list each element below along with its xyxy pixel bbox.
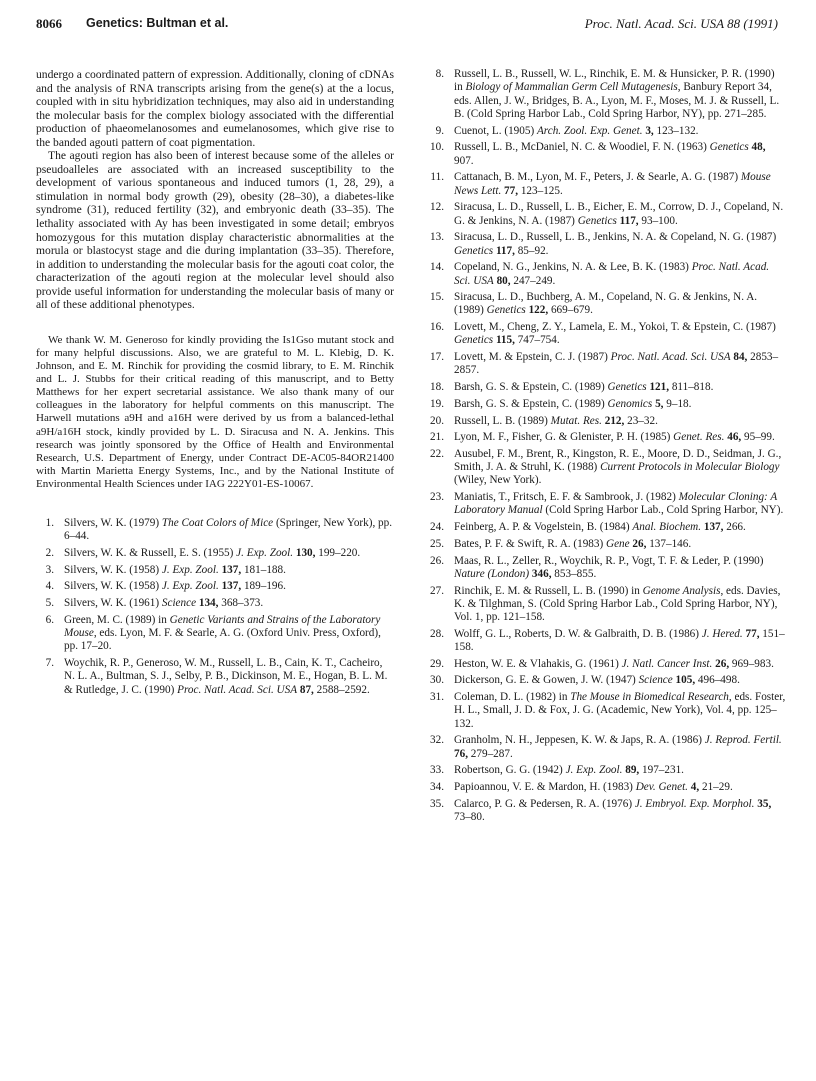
page-header	[36, 16, 778, 32]
reference-item	[426, 201, 786, 228]
reference-n: 9.	[435, 124, 444, 137]
reference-n: 18.	[430, 381, 444, 394]
reference-j: Proc. Natl. Acad. Sci. USA	[177, 683, 298, 696]
reference-a: Wolff, G. L., Roberts, D. W. & Galbraith, D. B. (1986)	[454, 627, 702, 640]
reference-j: The Mouse in Biomedical Research	[570, 691, 729, 704]
reference-v: 77,	[742, 627, 760, 640]
reference-j: Molecular Cloning: A Laboratory Manual	[454, 491, 778, 517]
reference-j: J. Embryol. Exp. Morphol.	[634, 797, 755, 810]
reference-r: , eds. Lyon, M. F. & Searle, A. G. (Oxford Univ. Press, Oxford), pp. 17–20.	[64, 627, 381, 653]
reference-item	[426, 555, 786, 582]
reference-a: Coleman, D. L. (1982) in	[454, 691, 571, 704]
reference-n: 7.	[45, 656, 54, 669]
reference-v: 137,	[218, 580, 242, 593]
reference-v: 5,	[652, 397, 664, 410]
reference-item	[426, 734, 786, 761]
reference-a: Green, M. C. (1989) in	[64, 613, 170, 626]
reference-item	[426, 261, 786, 288]
reference-a: Silvers, W. K. (1958)	[64, 580, 162, 593]
reference-a: Lovett, M. & Epstein, C. J. (1987)	[454, 351, 611, 364]
reference-a: Dickerson, G. E. & Gowen, J. W. (1947)	[454, 674, 639, 687]
reference-j: Genetic Variants and Strains of the Laboratory Mouse	[64, 613, 381, 639]
reference-n: 29.	[430, 657, 444, 670]
reference-n: 2.	[45, 546, 54, 559]
reference-j: The Coat Colors of Mice	[161, 516, 274, 529]
reference-a: Cuenot, L. (1905)	[454, 124, 537, 137]
reference-j: Genetics	[577, 214, 617, 227]
reference-n: 34.	[430, 781, 444, 794]
reference-a: Siracusa, L. D., Russell, L. B., Eicher, E. M., Corrow, D. J., Copeland, N. G. & Jenkins, N. A. (1987)	[454, 201, 784, 227]
body-paragraph-1: undergo a coordinated pattern of expression. Additionally, cloning of cDNAs and the analysis of RNA transcripts arising from the gene(s) at the a locus, coupled with in situ hybridization techniques, may also aid in understanding the molecular basis for the complex biology associated with the differential production of phaeomelanosomes and eumelanosomes, which give rise to the banded agouti pattern of coat pigmentation.	[36, 68, 394, 149]
reference-n: 16.	[430, 321, 444, 334]
reference-a: Papioannou, V. E. & Mardon, H. (1983)	[454, 781, 636, 794]
reference-n: 3.	[45, 563, 54, 576]
reference-a: Calarco, P. G. & Pedersen, R. A. (1976)	[454, 797, 635, 810]
journal-citation: Proc. Natl. Acad. Sci. USA 88 (1991)	[584, 16, 778, 31]
reference-v: 115,	[493, 334, 515, 347]
reference-item	[426, 628, 786, 655]
acknowledgments: We thank W. M. Generoso for kindly providing the Is1Gso mutant stock and for many helpful discussions. Also, we are grateful to M. L. Klebig, D. K. Johnson, and E. M. Rinchik for providing the cosmid library, to E. M. Rinchik and L. J. Stubbs for their critical reading of this manuscript, and to Betty Matthews for her expert secretarial assistance. We also thank many of our colleagues in the laboratory for helpful comments on this manuscript. The Harwell mutations a9H and a16H were derived by us from a balanced-lethal a9H/a16H stock, kindly provided by L. D. Siracusa and N. A. Jenkins. This research was jointly sponsored by the Office of Health and Environmental Research, U.S. Department of Energy, under Contract DE-AC05-84OR21400 with Martin Marietta Energy Systems, Inc., and by the National Institute of Environmental Health Sciences under IAG 222Y01-ES-10067.	[36, 333, 394, 490]
reference-j: Dev. Genet.	[635, 781, 688, 794]
right-column	[426, 68, 786, 828]
reference-r: 93–100.	[638, 214, 678, 227]
reference-r: 85–92.	[514, 244, 549, 257]
reference-a: Rinchik, E. M. & Russell, L. B. (1990) in	[454, 584, 643, 597]
reference-r: 496–498.	[695, 674, 740, 687]
left-column	[36, 68, 394, 700]
reference-r: 368–373.	[218, 597, 264, 610]
reference-r: 21–29.	[699, 781, 733, 794]
reference-j: Genetics	[454, 244, 494, 257]
reference-a: Granholm, N. H., Jeppesen, K. W. & Japs, R. A. (1986)	[454, 734, 705, 747]
reference-n: 33.	[430, 764, 444, 777]
reference-a: Russell, L. B., Russell, W. L., Rinchik, E. M. & Hunsicker, P. R. (1990) in	[454, 68, 775, 94]
reference-j: J. Exp. Zool.	[565, 764, 623, 777]
reference-r: 189–196.	[241, 580, 286, 593]
reference-item	[426, 231, 786, 258]
reference-r: 2853–2857.	[454, 351, 779, 377]
reference-a: Siracusa, L. D., Russell, L. B., Jenkins, N. A. & Copeland, N. G. (1987)	[454, 231, 777, 244]
reference-a: Maniatis, T., Fritsch, E. F. & Sambrook, J. (1982)	[454, 491, 679, 504]
reference-n: 14.	[430, 261, 444, 274]
reference-n: 26.	[430, 554, 444, 567]
reference-v: 48,	[748, 141, 766, 154]
reference-v: 137,	[218, 563, 242, 576]
reference-r: 73–80.	[454, 811, 485, 824]
reference-j: Science	[161, 597, 197, 610]
reference-list-left	[36, 517, 394, 697]
reference-item	[426, 68, 786, 121]
reference-j: J. Reprod. Fertil.	[704, 734, 782, 747]
reference-j: Genet. Res.	[673, 431, 725, 444]
reference-n: 35.	[430, 797, 444, 810]
reference-r: 197–231.	[639, 764, 684, 777]
reference-r: 123–125.	[518, 184, 563, 197]
reference-r: 669–679.	[548, 304, 593, 317]
reference-j: J. Natl. Cancer Inst.	[621, 657, 713, 670]
reference-n: 13.	[430, 231, 444, 244]
reference-item	[426, 291, 786, 318]
reference-a: Woychik, R. P., Generoso, W. M., Russell, L. B., Cain, K. T., Cacheiro, N. L. A., Bultman, S. J., Selby, P. B., Dickinson, M. E., Hogan, B. L. M. & Rutledge, J. C. (1990)	[64, 656, 388, 696]
reference-a: Siracusa, L. D., Buchberg, A. M., Copeland, N. G. & Jenkins, N. A. (1989)	[454, 291, 758, 317]
reference-j: Genetics	[454, 334, 494, 347]
reference-item	[426, 585, 786, 625]
reference-item	[426, 798, 786, 825]
reference-a: Ausubel, F. M., Brent, R., Kingston, R. E., Moore, D. D., Seidman, J. G., Smith, J. A. & Struhl, K. (1988)	[454, 447, 782, 474]
reference-r: 95–99.	[741, 431, 775, 444]
reference-item	[36, 614, 394, 654]
reference-a: Feinberg, A. P. & Vogelstein, B. (1984)	[454, 521, 633, 534]
reference-j: Genetics	[607, 381, 647, 394]
reference-v: 117,	[616, 214, 639, 227]
reference-j: Current Protocols in Molecular Biology	[600, 461, 780, 474]
reference-item	[426, 125, 786, 138]
reference-a: Silvers, W. K. (1979)	[64, 516, 162, 529]
reference-v: 35,	[754, 797, 772, 810]
reference-r: 2588–2592.	[313, 683, 370, 696]
reference-a: Robertson, G. G. (1942)	[454, 764, 566, 777]
reference-item	[426, 764, 786, 777]
reference-v: 46,	[724, 431, 742, 444]
reference-a: Cattanach, B. M., Lyon, M. F., Peters, J. & Searle, A. G. (1987)	[454, 171, 741, 184]
reference-j: Genomics	[607, 397, 653, 410]
reference-j: Anal. Biochem.	[632, 521, 702, 534]
reference-a: Barsh, G. S. & Epstein, C. (1989)	[454, 397, 608, 410]
reference-list-right	[426, 68, 786, 824]
reference-v: 121,	[646, 381, 670, 394]
reference-j: Nature (London)	[454, 567, 530, 580]
reference-item	[426, 415, 786, 428]
reference-a: Lovett, M., Cheng, Z. Y., Lamela, E. M., Yokoi, T. & Epstein, C. (1987)	[454, 321, 776, 334]
reference-v: 130,	[293, 546, 316, 559]
reference-a: Barsh, G. S. & Epstein, C. (1989)	[454, 381, 608, 394]
reference-r: (Cold Spring Harbor Lab., Cold Spring Harbor, NY).	[542, 504, 784, 517]
reference-j: Biology of Mammalian Germ Cell Mutagenesis	[465, 81, 678, 94]
reference-a: Copeland, N. G., Jenkins, N. A. & Lee, B. K. (1983)	[454, 261, 692, 274]
reference-item	[426, 398, 786, 411]
reference-a: Maas, R. L., Zeller, R., Woychik, R. P., Vogt, T. F. & Leder, P. (1990)	[454, 554, 764, 567]
reference-item	[426, 351, 786, 378]
reference-item	[426, 448, 786, 488]
reference-v: 76,	[454, 747, 468, 760]
reference-n: 24.	[430, 521, 444, 534]
reference-n: 20.	[430, 414, 444, 427]
reference-r: 266.	[723, 521, 746, 534]
reference-item	[36, 564, 394, 577]
reference-r: 9–18.	[663, 397, 692, 410]
reference-r: (Wiley, New York).	[454, 474, 542, 487]
reference-item	[426, 781, 786, 794]
reference-item	[426, 491, 786, 518]
reference-item	[36, 547, 394, 560]
reference-j: Mutat. Res.	[550, 414, 602, 427]
reference-v: 117,	[493, 244, 515, 257]
reference-v: 346,	[529, 567, 552, 580]
reference-r: 199–220.	[315, 546, 361, 559]
reference-item	[426, 321, 786, 348]
reference-n: 27.	[430, 584, 444, 597]
reference-v: 4,	[687, 781, 700, 794]
reference-item	[426, 141, 786, 168]
reference-r: , eds. Davies, K. & Tilghman, S. (Cold Spring Harbor Lab., Cold Spring Harbor, NY), Vol. 1, pp. 121–158.	[454, 584, 781, 624]
reference-r: 747–754.	[514, 334, 560, 347]
reference-r: 811–818.	[669, 381, 714, 394]
reference-item	[36, 597, 394, 610]
reference-r: 907.	[454, 154, 474, 167]
reference-v: 77,	[501, 184, 519, 197]
reference-item	[426, 538, 786, 551]
reference-r: 969–983.	[729, 657, 774, 670]
reference-j: Arch. Zool. Exp. Genet.	[536, 124, 643, 137]
reference-j: J. Exp. Zool.	[236, 546, 294, 559]
reference-n: 32.	[430, 734, 444, 747]
reference-item	[426, 691, 786, 731]
reference-a: Heston, W. E. & Vlahakis, G. (1961)	[454, 657, 622, 670]
reference-j: J. Exp. Zool.	[161, 563, 219, 576]
reference-r: 181–188.	[241, 563, 286, 576]
reference-n: 25.	[430, 537, 444, 550]
reference-a: Silvers, W. K. (1958)	[64, 563, 162, 576]
reference-v: 134,	[196, 597, 219, 610]
reference-n: 6.	[45, 613, 54, 626]
reference-j: Proc. Natl. Acad. Sci. USA	[610, 351, 731, 364]
reference-n: 21.	[430, 431, 444, 444]
reference-v: 89,	[622, 764, 640, 777]
reference-n: 12.	[430, 201, 444, 214]
reference-j: Mouse News Lett.	[454, 171, 771, 197]
reference-v: 122,	[525, 304, 549, 317]
reference-j: Genome Analysis	[642, 584, 721, 597]
reference-item	[426, 658, 786, 671]
reference-a: Silvers, W. K. (1961)	[64, 597, 162, 610]
reference-n: 31.	[430, 691, 444, 704]
reference-j: J. Exp. Zool.	[161, 580, 219, 593]
reference-n: 23.	[430, 491, 444, 504]
body-paragraph-2: The agouti region has also been of interest because some of the alleles or pseudoalleles are associated with an increased susceptibility to the development of various spontaneous and induced tumors (1, 28, 29), a stimulation in normal body growth (29), obesity (28–30), a diabetes-like syndrome (31), reduced fertility (32), and embryonic death (33–35). The lethality associated with Ay has been investigated in some detail; embryos homozygous for this mutation display characteristic abnormalities at the morula or blastocyst stage and die during implantation (33–35). Therefore, in addition to understanding the molecular basis for the agouti coat color, the characterization of the agouti region at the molecular level should also provide useful information for understanding the molecular basis of many or all of these additional phenotypes.	[36, 149, 394, 312]
reference-r: 279–287.	[467, 747, 513, 760]
reference-n: 10.	[430, 141, 444, 154]
page-number: 8066	[36, 16, 62, 31]
reference-j: Genetics	[486, 304, 526, 317]
reference-n: 8.	[435, 68, 444, 80]
reference-v: 26,	[629, 537, 647, 550]
reference-n: 19.	[430, 397, 444, 410]
reference-item	[426, 171, 786, 198]
reference-n: 15.	[430, 291, 444, 304]
reference-v: 137,	[701, 521, 724, 534]
reference-r: (Springer, New York), pp. 6–44.	[64, 516, 393, 543]
reference-item	[426, 521, 786, 534]
reference-r: 123–132.	[653, 124, 699, 137]
reference-a: Russell, L. B. (1989)	[454, 414, 551, 427]
reference-v: 212,	[601, 414, 625, 427]
reference-item	[36, 580, 394, 593]
reference-r: 137–146.	[646, 537, 692, 550]
reference-v: 3,	[642, 124, 654, 137]
reference-n: 1.	[45, 516, 54, 529]
reference-a: Silvers, W. K. & Russell, E. S. (1955)	[64, 546, 237, 559]
reference-j: Science	[638, 674, 673, 687]
reference-a: Bates, P. F. & Swift, R. A. (1983)	[454, 537, 607, 550]
reference-r: 853–855.	[551, 567, 597, 580]
reference-n: 5.	[45, 597, 54, 610]
reference-a: Russell, L. B., McDaniel, N. C. & Woodiel, F. N. (1963)	[454, 141, 710, 154]
reference-item	[426, 431, 786, 444]
reference-v: 84,	[730, 351, 748, 364]
reference-a: Lyon, M. F., Fisher, G. & Glenister, P. H. (1985)	[454, 431, 674, 444]
reference-r: 151–158.	[454, 627, 785, 654]
reference-j: Genetics	[709, 141, 749, 154]
reference-j: J. Hered.	[701, 627, 743, 640]
reference-item	[426, 381, 786, 394]
reference-n: 17.	[430, 351, 444, 364]
reference-item	[36, 657, 394, 697]
reference-n: 4.	[45, 580, 54, 593]
reference-r: 247–249.	[510, 274, 556, 287]
reference-v: 87,	[297, 683, 314, 696]
reference-j: Gene	[606, 537, 630, 550]
reference-n: 22.	[430, 447, 444, 460]
reference-r: , Banbury Report 34, eds. Allen, J. W., Bridges, B. A., Lyon, M. F., Moses, M. J. & Russell, L. B. (Cold Spring Harbor Lab., Cold Spring Harbor, NY), pp. 271–285.	[454, 81, 780, 120]
reference-n: 28.	[430, 627, 444, 640]
reference-v: 105,	[672, 674, 696, 687]
running-title: Genetics: Bultman et al.	[86, 16, 229, 30]
reference-item	[426, 674, 786, 687]
reference-n: 30.	[430, 674, 444, 687]
reference-r: 23–32.	[624, 414, 658, 427]
reference-v: 26,	[712, 657, 730, 670]
reference-v: 80,	[493, 274, 511, 287]
reference-item	[36, 517, 394, 544]
reference-j: Proc. Natl. Acad. Sci. USA	[454, 261, 770, 287]
reference-n: 11.	[430, 171, 444, 184]
reference-r: , eds. Foster, H. L., Small, J. D. & Fox, J. G. (Academic, New York), Vol. 4, pp. 125–132.	[454, 691, 786, 730]
